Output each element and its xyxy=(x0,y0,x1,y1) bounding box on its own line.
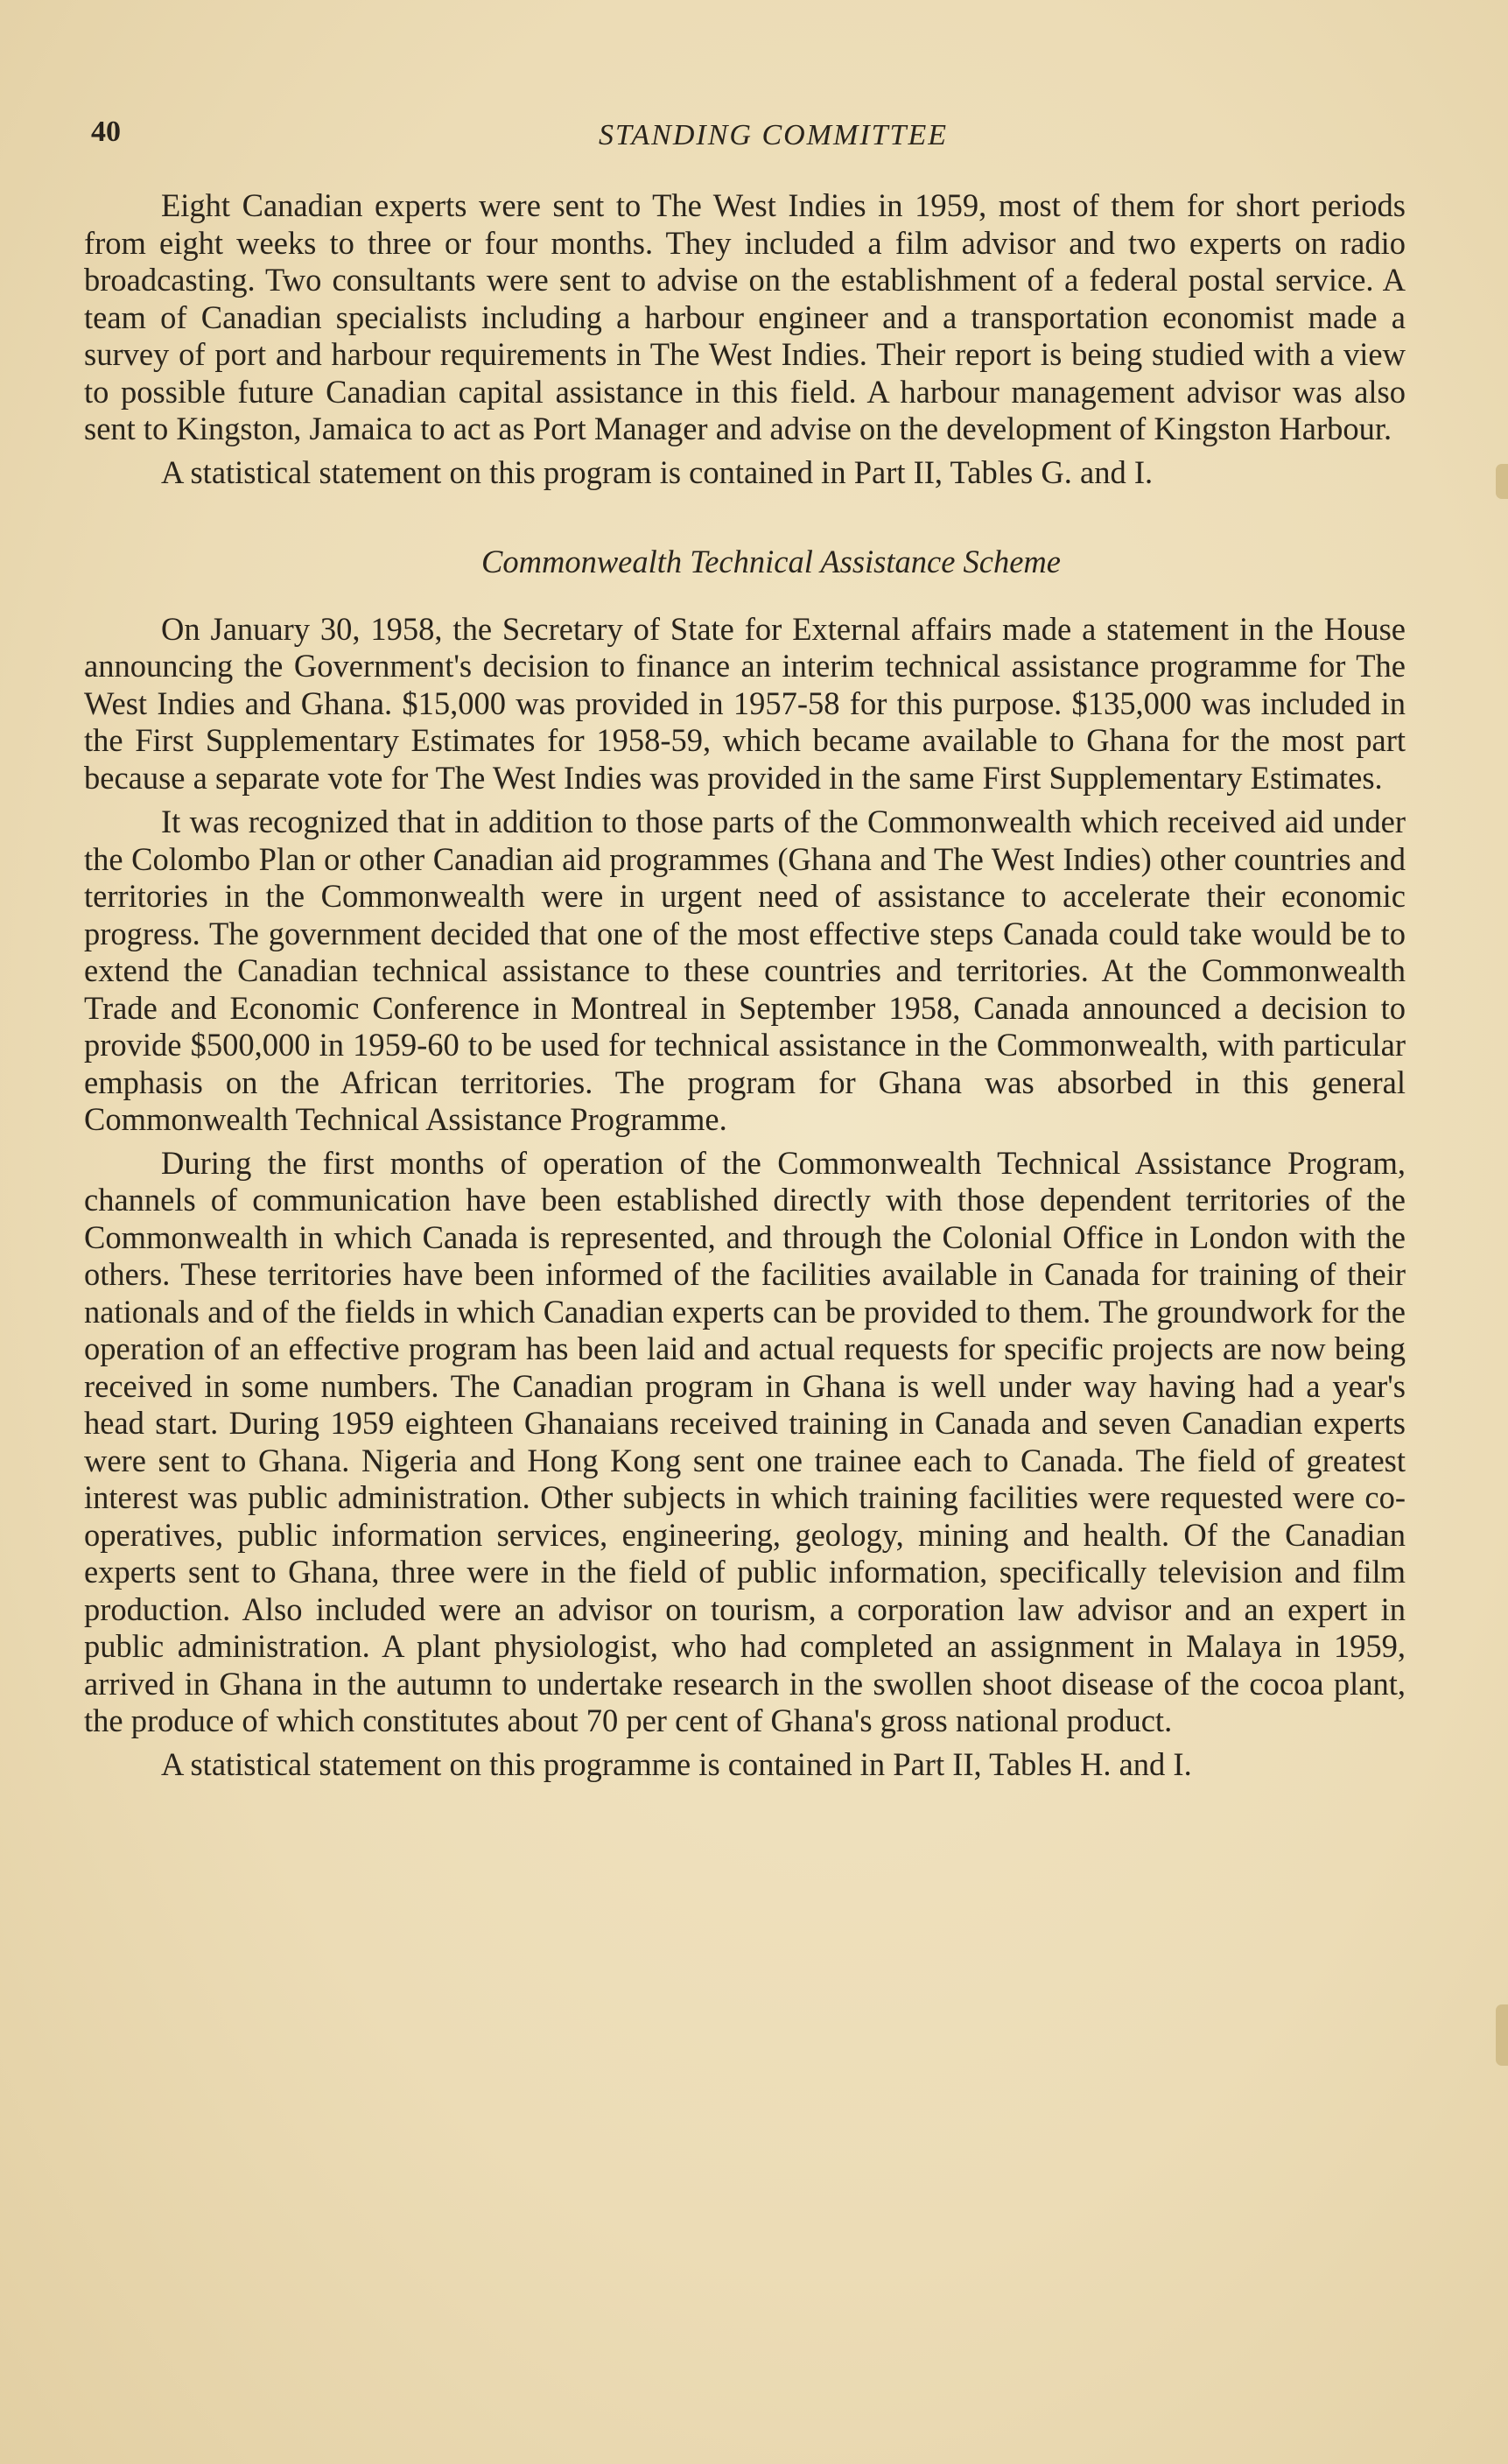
paragraph-west-indies-experts: Eight Canadian experts were sent to The West Indies in 1959, most of them for short periods from eight weeks to three or four months. They included a film advisor and two experts on radio broadcasting. Two consultants were sent to advise on the establishment of a federal postal service. A team of Canadian specialists including a harbour engineer and a transportation economist made a survey of port and harbour requirements in The West Indies. Their report is being studied with a view to possible future Canadian capital assistance in this field. A harbour management advisor was also sent to Kingston, Jamaica to act as Port Manager and advise on the development of Kingston Harbour. xyxy=(84,187,1406,446)
paragraph-commonwealth-recognition: It was recognized that in addition to those parts of the Commonwealth which received aid under the Colombo Plan or other Canadian aid programmes (Ghana and The West Indies) other countries and territories in the Commonwealth were in urgent need of assistance to accelerate their economic progress. The government decided that one of the most effective steps Canada could take would be to extend the Canadian technical assistance to these countries and territories. At the Commonwealth Trade and Economic Conference in Montreal in September 1958, Canada announced a decision to provide $500,000 in 1959-60 to be used for technical assistance in the Commonwealth, with particular emphasis on the African territories. The program for Ghana was absorbed in this general Commonwealth Technical Assistance Programme. xyxy=(84,804,1406,1137)
section-heading: Commonwealth Technical Assistance Scheme xyxy=(481,544,1061,579)
paragraph-first-months: During the first months of operation of the Commonwealth Technical Assistance Program, channels of communication have been established directly with those dependent territories of the Commonwealth in which Canada is represented, and through the Colonial Office in London with the others. These territories have been informed of the facilities available in Canada for training of their nationals and of the fields in which Canadian experts can be provided to them. The groundwork for the operation of an effective program has been laid and actual requests for specific projects are now being received in some numbers. The Canadian program in Ghana is well under way having had a year's head start. During 1959 eighteen Ghanaians received training in Canada and seven Canadian experts were sent to Ghana. Nigeria and Hong Kong sent one trainee each to Canada. The field of greatest interest was public administration. Other subjects in which training facilities were requested were co-operatives, public information services, engineering, geology, mining and health. Of the Canadian experts sent to Ghana, three were in the field of public information, specifically television and film production. Also included were an advisor on tourism, a corporation law advisor and an expert in public administration. A plant physiologist, who had completed an assignment in Malaya in 1959, arrived in Ghana in the autumn to undertake research in the swollen shoot disease of the cocoa plant, the produce of which constitutes about 70 per cent of Ghana's gross national product. xyxy=(84,1144,1406,1738)
paragraph-statistical-statement-2: A statistical statement on this programme is contained in Part II, Tables H. and I. xyxy=(161,1745,1192,1782)
page-number: 40 xyxy=(91,116,121,148)
page-edge-mark xyxy=(1496,2004,1508,2066)
running-head: STANDING COMMITTEE xyxy=(599,119,948,151)
paragraph-january-statement: On January 30, 1958, the Secretary of State for External affairs made a statement in the House announcing the Government's decision to finance an interim technical assistance programme for The West Indies and Ghana. $15,000 was provided in 1957-58 for this purpose. $135,000 was included in the First Supplementary Estimates for 1958-59, which became available to Ghana for the most part because a separate vote for The West Indies was provided in the same First Supplementary Estimates. xyxy=(84,610,1406,796)
page-header xyxy=(91,116,1403,159)
body-text xyxy=(84,187,1406,1789)
paragraph-statistical-statement-1: A statistical statement on this program is contained in Part II, Tables G. and I. xyxy=(161,453,1154,490)
page-edge-mark xyxy=(1496,464,1508,499)
